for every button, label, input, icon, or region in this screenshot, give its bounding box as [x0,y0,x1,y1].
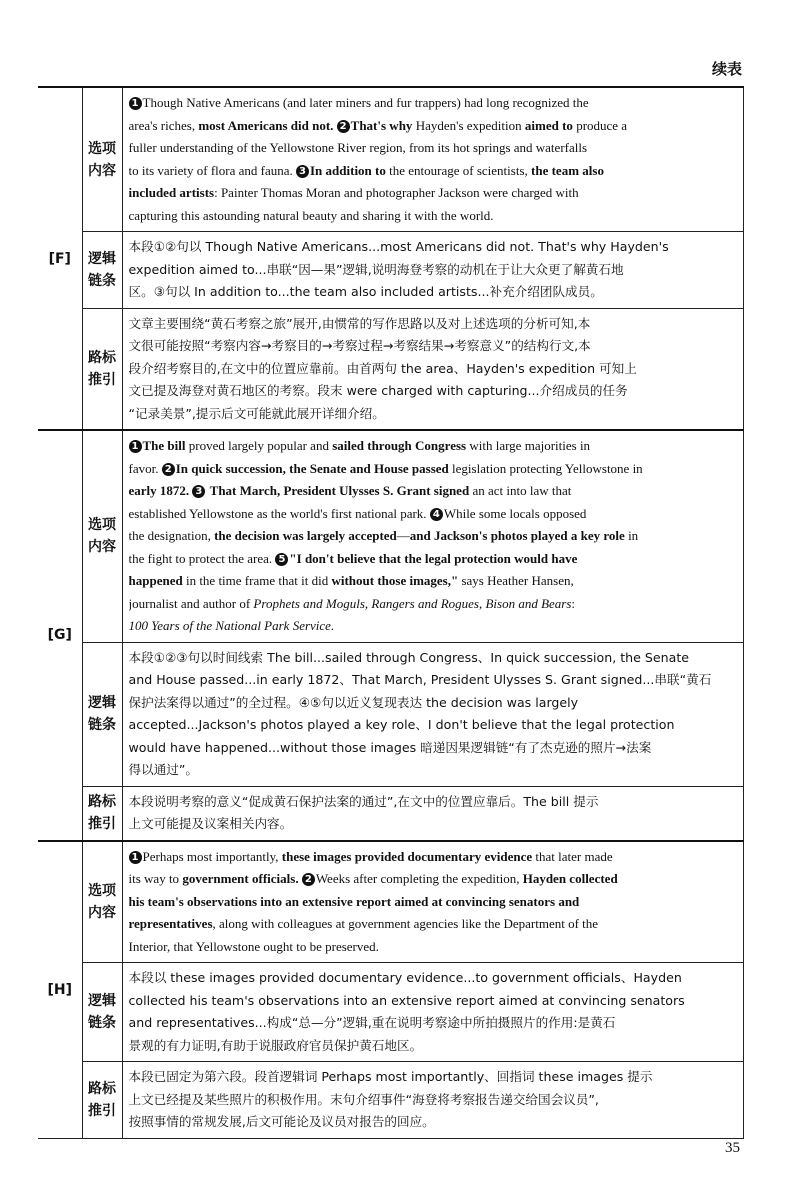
sentence-number-icon: 5 [275,553,288,566]
row-type-label [82,786,122,841]
row-content [122,87,744,232]
content-line: collected his team's observations into an extensive report aimed at convincing senators [128,992,685,1008]
row-type-line: 推引 [88,371,116,388]
content-line: to its variety of flora and fauna. 3 In addition to the entourage of scientists, the team also [128,162,604,178]
content-line: 本段①②句以 Though Native Americans...most Americans did not. That's why Hayden's [128,239,669,254]
content-line: and House passed...in early 1872、That March, President Ulysses S. Grant signed...串联“黄石 [128,672,712,687]
row-type-line: 逻辑 [88,695,116,711]
row-type-line: 路标 [88,349,116,366]
sentence-number-icon: 3 [192,485,205,498]
row-content [122,232,744,309]
sentence-number-icon: 2 [337,120,350,133]
sentence-number-icon: 1 [129,97,142,110]
content-line: would have happened...without those images 暗递因果逻辑链“有了杰克逊的照片→法案 [128,739,652,755]
content-line: established Yellowstone as the world's first national park. 4 While some locals opposed [128,505,587,521]
content-line: 100 Years of the National Park Service. [128,618,335,633]
row-type-line: 链条 [88,272,116,289]
content-line: 本段以 these images provided documentary evidence...to government officials、Hayden [128,970,682,985]
row-type-line: 路标 [88,794,116,810]
content-line: Interior, that Yellowstone ought to be preserved. [128,938,379,954]
table-row [38,642,744,786]
table-row [38,232,744,309]
page-number: 35 [725,1140,740,1156]
content-line: 上文可能提及议案相关内容。 [128,816,293,831]
table-row [38,841,744,963]
content-line: favor. 2 In quick succession, the Senate and House passed legislation protecting Yellowstone in [128,460,643,476]
content-line: area's riches, most Americans did not. 2 That's why Hayden's expedition aimed to produce a [128,117,628,133]
table-row [38,963,744,1062]
row-content [122,841,744,963]
row-type-line: 逻辑 [88,250,116,267]
row-type-label [82,232,122,309]
row-type-line: 内容 [88,539,116,556]
sentence-number-icon: 3 [296,165,309,178]
row-type-line: 逻辑 [88,993,116,1009]
row-type-label [82,308,122,430]
table-row [38,430,744,642]
table-row [38,1062,744,1139]
content-line: happened in the time frame that it did without those images," says Heather Hansen, [128,573,574,588]
content-line: 区。③句以 In addition to...the team also included artists...补充介绍团队成员。 [128,284,603,299]
content-line: 文很可能按照“考察内容→考察目的→考察过程→考察结果→考察意义”的结构行文,本 [128,338,591,353]
row-type-line: 选项 [88,517,116,534]
sentence-number-icon: 1 [129,440,142,453]
section-label: [H] [38,841,82,1139]
row-type-line: 推引 [88,816,116,832]
content-line: representatives, along with colleagues at government agencies like the Department of the [128,916,599,931]
content-line: 1 The bill proved largely popular and sailed through Congress with large majorities in [129,435,738,458]
content-line: expedition aimed to...串联“因—果”逻辑,说明海登考察的动机在于让大众更了解黄石地 [128,261,624,277]
content-line: its way to government officials. 2 Weeks after completing the expedition, Hayden collected [128,871,618,886]
continued-label: 续表 [711,60,742,78]
section-label: [F] [38,87,82,430]
content-line: 1 Perhaps most importantly, these images provided documentary evidence that later made [129,846,738,869]
row-type-line: 选项 [88,140,116,157]
row-content [122,642,744,786]
row-type-label [82,87,122,232]
row-type-line: 推引 [88,1102,116,1119]
sentence-number-icon: 4 [430,508,443,521]
row-content [122,786,744,841]
sentence-number-icon: 2 [302,873,315,886]
row-type-label [82,430,122,642]
row-type-label [82,963,122,1062]
sentence-number-icon: 1 [129,851,142,864]
content-line: accepted...Jackson's photos played a key role、I don't believe that the legal protection [128,717,675,732]
content-line: fuller understanding of the Yellowstone River region, from its hot springs and waterfalls [128,140,588,155]
row-content [122,1062,744,1139]
content-line: early 1872. 3 That March, President Ulysses S. Grant signed an act into law that [128,483,572,498]
table-row [38,308,744,430]
row-type-label [82,642,122,786]
sentence-number-icon: 2 [162,463,175,476]
content-line: 文已提及海登对黄石地区的考察。段末 were charged with capturing...介绍成员的任务 [128,383,628,398]
analysis-table [38,86,744,1139]
table-row [38,786,744,841]
row-type-line: 内容 [88,162,116,179]
content-line: 本段已固定为第六段。段首逻辑词 Perhaps most importantly、回指词 these images 提示 [128,1069,653,1084]
row-type-line: 选项 [88,882,116,899]
content-line: 本段说明考察的意义“促成黄石保护法案的通过”,在文中的位置应靠后。The bill 提示 [128,793,599,809]
row-content [122,430,744,642]
content-line: journalist and author of Prophets and Moguls, Rangers and Rogues, Bison and Bears: [128,595,576,611]
content-line: capturing this astounding natural beauty and sharing it with the world. [128,207,494,223]
row-type-line: 内容 [88,904,116,921]
content-line: 上文已经提及某些照片的积极作用。末句介绍事件“海登将考察报告递交给国会议员”, [128,1091,599,1107]
content-line: 按照事情的常规发展,后文可能论及议员对报告的回应。 [128,1114,435,1129]
content-line: 文章主要围绕“黄石考察之旅”展开,由惯常的写作思路以及对上述选项的分析可知,本 [128,315,591,331]
content-line: “记录美景”,提示后文可能就此展开详细介绍。 [128,405,385,421]
row-type-label [82,1062,122,1139]
content-line: included artists: Painter Thomas Moran and photographer Jackson were charged with [128,185,579,200]
content-line: 景观的有力证明,有助于说服政府官员保护黄石地区。 [128,1037,423,1053]
content-line: 得以通过”。 [128,762,198,777]
content-line: 段介绍考察目的,在文中的位置应靠前。由首两句 the area、Hayden's expedition 可知上 [128,360,637,376]
row-type-label [82,841,122,963]
row-content [122,308,744,430]
content-line: and representatives...构成“总—分”逻辑,重在说明考察途中所拍摄照片的作用:是黄石 [128,1015,616,1030]
section-label: [G] [38,430,82,841]
content-line: his team's observations into an extensive report aimed at convincing senators and [128,893,580,909]
table-row [38,87,744,232]
content-line: the fight to protect the area. 5 "I don't believe that the legal protection would have [128,550,578,566]
content-line: 本段①②③句以时间线索 The bill...sailed through Congress、In quick succession, the Senate [128,649,690,665]
row-content [122,963,744,1062]
row-type-line: 链条 [88,717,116,733]
content-line: the designation, the decision was largely accepted—and Jackson's photos played a key role in [128,528,639,543]
row-type-line: 链条 [88,1015,116,1031]
content-line: 1 Though Native Americans (and later miners and fur trappers) had long recognized the [129,92,738,115]
row-type-line: 路标 [88,1080,116,1097]
content-line: 保护法案得以通过”的全过程。④⑤句以近义复现表达 the decision was largely [128,694,579,710]
